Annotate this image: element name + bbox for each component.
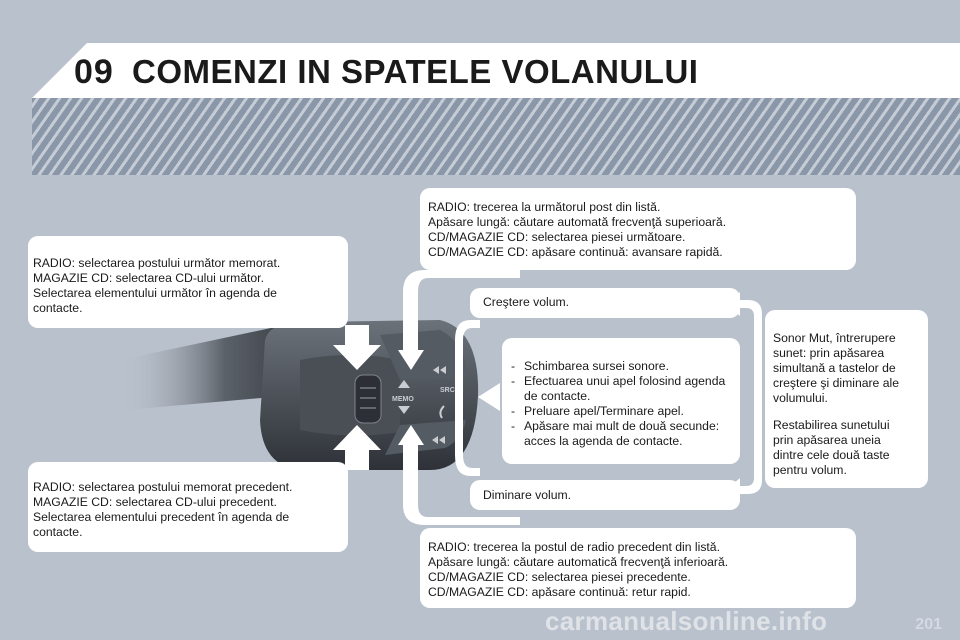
text-line: sunet: prin apăsarea [773,346,885,360]
text-line: MAGAZIE CD: selectarea CD-ului următor. [33,271,264,285]
src-label[interactable]: SRC [440,387,455,394]
text-line: Restabilirea sunetului [773,418,890,432]
text-line: MAGAZIE CD: selectarea CD-ului precedent. [33,495,277,509]
text-line: Apăsare lungă: căutare automată frecvenţă superioară. [428,215,727,229]
callout-next-station [420,188,856,270]
callout-mute [765,310,928,488]
callout-prev-memorised [28,462,348,552]
page-title: COMENZI IN SPATELE VOLANULUI [132,53,699,90]
text-line: Selectarea elementului următor în agenda de [33,286,277,300]
text-line: Apăsare lungă: căutare automatică frecvenţă inferioară. [428,555,729,569]
callout-source [502,338,740,464]
text-line: CD/MAGAZIE CD: selectarea piesei următoare. [428,230,686,244]
text-line: creştere şi diminare ale [773,376,899,390]
memo-label: MEMO [392,396,414,403]
text-line: volumului. [773,391,828,405]
arrow-head-source [478,383,500,411]
arrow-bracket-mute [740,300,762,494]
text-line: Sonor Mut, întrerupere [773,331,896,345]
list-item: - Apăsare mai mult de două secunde: acces la agenda de contacte. [506,419,734,449]
text-line: RADIO: trecerea la următorul post din listă. [428,200,661,214]
text-line: CD/MAGAZIE CD: apăsare continuă: retur rapid. [428,585,691,599]
memo-panel [300,355,400,436]
text-line: dintre cele două taste [773,448,890,462]
text-line: RADIO: selectarea postului următor memorat. [33,256,281,270]
callout-volume-down [470,480,740,510]
text-line: Diminare volum. [483,488,572,502]
text-line: RADIO: selectarea postului memorat precedent. [33,480,293,494]
text-line: contacte. [33,525,83,539]
callout-volume-up [470,288,740,318]
text-line: CD/MAGAZIE CD: selectarea piesei precedente. [428,570,691,584]
page-number: 201 [915,616,942,633]
spacer [773,406,928,418]
chapter-number: 09 [74,53,114,91]
callout-prev-station [420,528,856,608]
text-line: Selectarea elementului precedent în agenda de [33,510,290,524]
watermark: carmanualsonline.info [545,606,828,636]
text-line: RADIO: trecerea la postul de radio precedent din listă. [428,540,720,554]
list-item: - Schimbarea sursei sonore. [506,359,734,374]
text-line: simultană a tastelor de [773,361,896,375]
list-item: - Preluare apel/Terminare apel. [506,404,734,419]
text-line: Creştere volum. [483,295,570,309]
text-line: contacte. [33,301,83,315]
list-item: - Efectuarea unui apel folosind agenda de contacte. [506,374,734,404]
text-line: CD/MAGAZIE CD: apăsare continuă: avansare rapidă. [428,245,723,259]
callout-next-memorised [28,236,348,328]
text-line: prin apăsarea uneia [773,433,881,447]
text-line: pentru volum. [773,463,847,477]
thumbwheel[interactable] [355,375,381,423]
